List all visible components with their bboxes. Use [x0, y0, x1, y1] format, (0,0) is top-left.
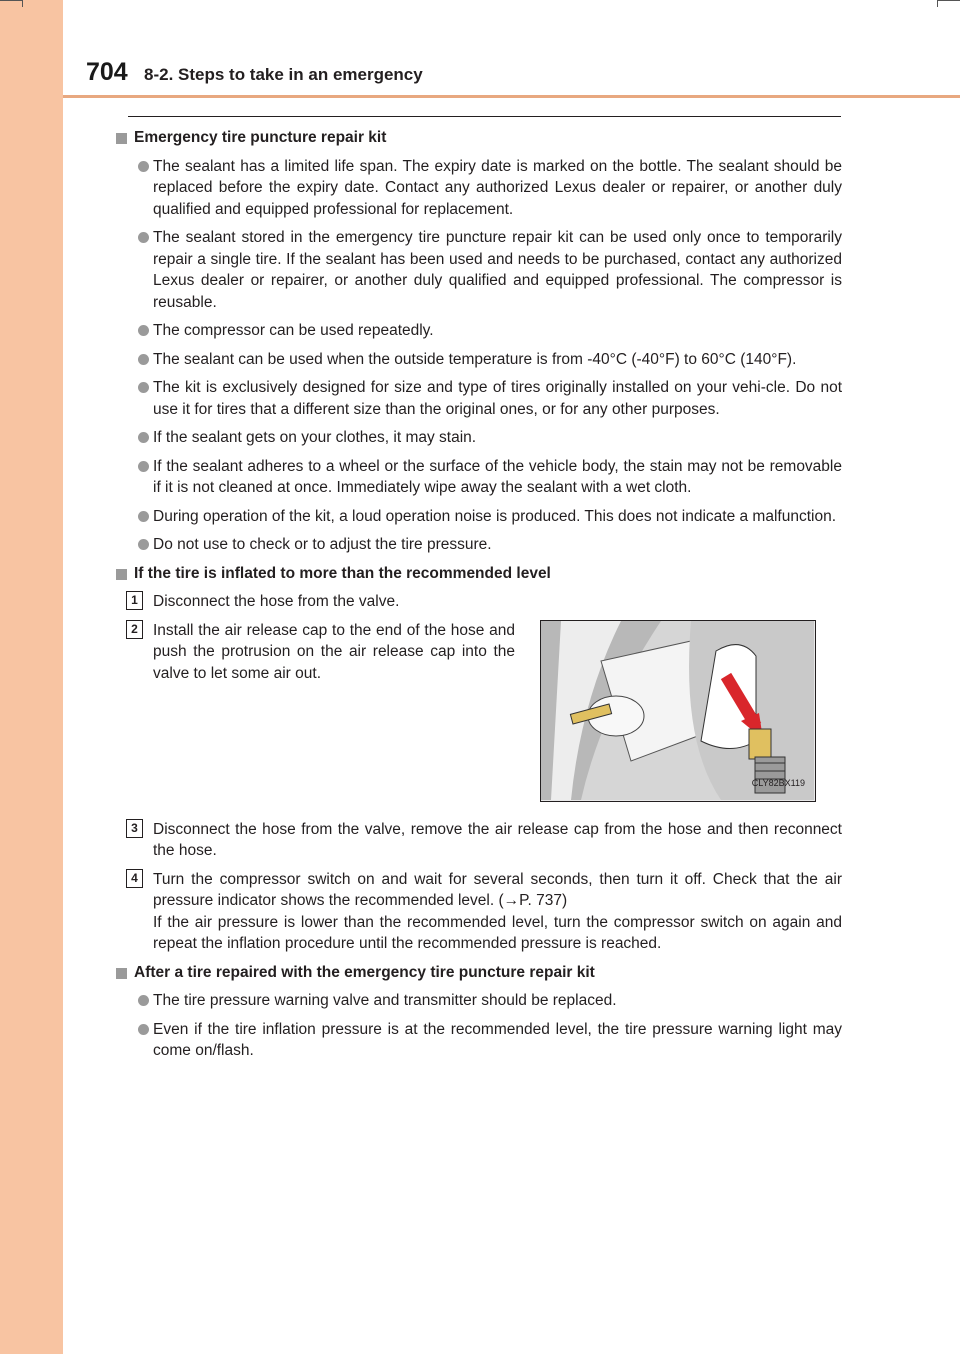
bullet-item: If the sealant gets on your clothes, it may stain. [116, 427, 842, 449]
step-text: Install the air release cap to the end of the hose and push the protrusion on the air release cap into the valve to let some air out. [153, 621, 515, 682]
step-item [116, 620, 842, 812]
page-content [116, 127, 842, 1069]
step-number: 3 [126, 819, 143, 838]
bullet-item: The sealant stored in the emergency tire puncture repair kit can be used only once to temporarily repair a single tire. If the sealant has been used and needs to be purchased, contact any authorized Lexus dealer or repairer, or another duly qualified and equipped professional. The compressor is reusable. [116, 227, 842, 313]
bullet-item: If the sealant adheres to a wheel or the surface of the vehicle body, the stain may not be removable if it is not cleaned at once. Immediately wipe away the sealant with a wet cloth. [116, 456, 842, 499]
bullet-item: The compressor can be used repeatedly. [116, 320, 842, 342]
page-number: 704 [86, 58, 128, 86]
section-title: 8-2. Steps to take in an emergency [144, 65, 423, 84]
step-text-note: If the air pressure is lower than the recommended level, turn the compressor switch on again and repeat the inflation procedure until the recommended pressure is reached. [153, 913, 842, 952]
step-item [116, 869, 842, 955]
bullet-item: The tire pressure warning valve and transmitter should be replaced. [116, 990, 842, 1012]
bullet-item: The kit is exclusively designed for size and type of tires originally installed on your vehi-cle. Do not use it for tires that a different size than the original ones, or for any other purposes. [116, 377, 842, 420]
section-heading: After a tire repaired with the emergency tire puncture repair kit [116, 962, 842, 984]
bullet-item: During operation of the kit, a loud operation noise is produced. This does not indicate a malfunction. [116, 506, 842, 528]
bullet-item: The sealant can be used when the outside temperature is from -40°C (-40°F) to 60°C (140°F). [116, 349, 842, 371]
step-number: 4 [126, 869, 143, 888]
bullet-item: Do not use to check or to adjust the tire pressure. [116, 534, 842, 556]
crop-mark [0, 0, 23, 7]
side-strip [0, 0, 63, 1354]
content-rule [128, 116, 841, 117]
bullet-item: The sealant has a limited life span. The expiry date is marked on the bottle. The sealant should be replaced before the expiry date. Contact any authorized Lexus dealer or repairer, or another duly qualified and equipped professional for replacement. [116, 156, 842, 221]
step-item [116, 591, 842, 613]
figure-code: CLY82BX119 [751, 778, 805, 788]
step-number: 1 [126, 591, 143, 610]
step-number: 2 [126, 620, 143, 639]
crop-mark [937, 0, 960, 7]
step-text: Disconnect the hose from the valve, remove the air release cap from the hose and then reconnect the hose. [153, 820, 842, 859]
header-rule [63, 95, 960, 98]
bullet-item: Even if the tire inflation pressure is at the recommended level, the tire pressure warning light may come on/flash. [116, 1019, 842, 1062]
section-heading: Emergency tire puncture repair kit [116, 127, 842, 149]
step-text: Disconnect the hose from the valve. [153, 593, 400, 610]
step-item [116, 819, 842, 862]
section-heading: If the tire is inflated to more than the recommended level [116, 563, 842, 585]
illustration-air-release [540, 620, 816, 802]
step-text: Turn the compressor switch on and wait for several seconds, then turn it off. Check that the air pressure indicator shows the recommended level. (→P. 737) [153, 870, 842, 909]
